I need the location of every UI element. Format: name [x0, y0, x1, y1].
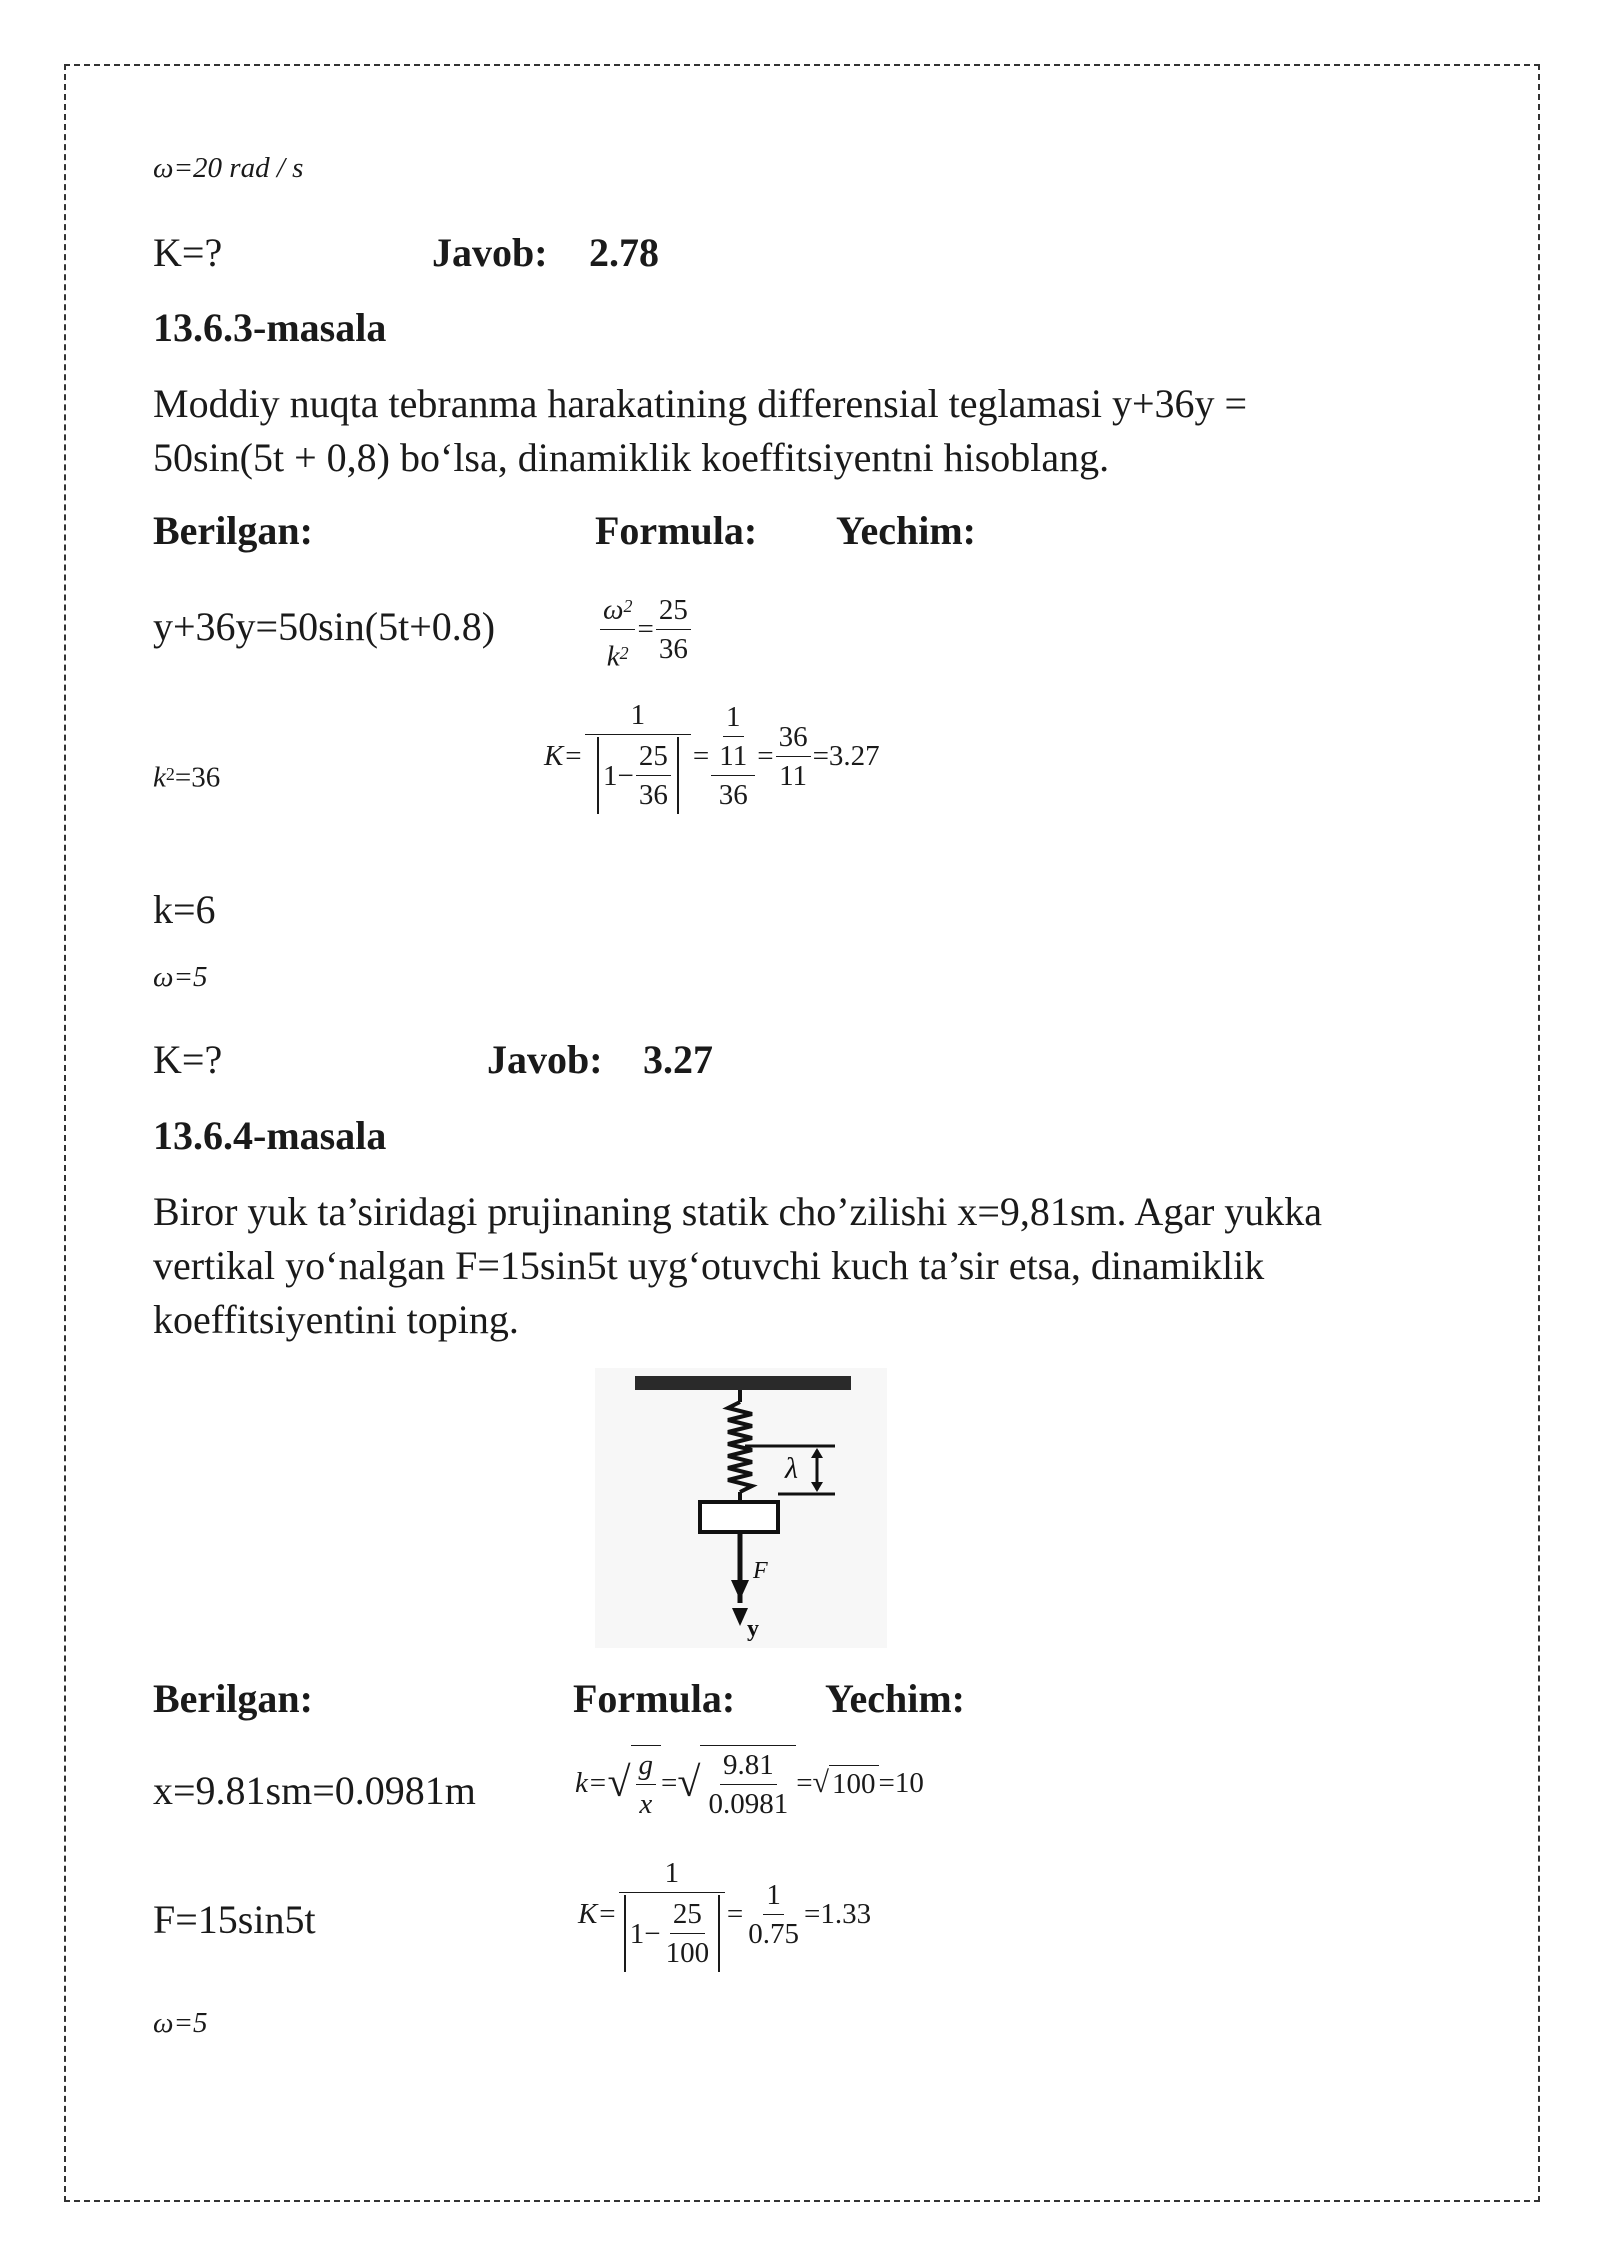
fraction: 1 1− $\frac{25}{100}$ [619, 1856, 725, 1972]
k-squared-value: $k^2=36$ [153, 761, 221, 794]
answer-label: Javob: [487, 1037, 603, 1082]
dynamic-coefficient-formula: K= 1 1− $\frac{25}{100}$ = $\frac{1}{0.75}$ =1.33 [578, 1856, 871, 1972]
k-unknown: K=? [153, 1037, 223, 1082]
given-label: Berilgan: [153, 1676, 313, 1721]
given-label: Berilgan: [153, 508, 313, 553]
solution-label: Yechim: [825, 1676, 965, 1721]
ratio-formula: $\frac{\omega^2}{k^2}$ = $\frac{25}{36}$ [598, 585, 693, 673]
problem-line: 50sin(5t + 0,8) bo‘lsa, dinamiklik koeffitsiyentni hisoblang. [153, 435, 1110, 480]
abs-bars: 1− $\frac{25}{100}$ [624, 1895, 720, 1972]
nested-fraction: $\frac{\frac{1}{11}}{36}$ [711, 700, 755, 812]
lambda-label: λ [785, 1452, 798, 1485]
fraction: $\frac{36}{11}$ [776, 720, 811, 793]
omega-value: ω=5 [153, 2007, 208, 2039]
given-force: F=15sin5t [153, 1897, 316, 1942]
formula-label: Formula: [573, 1676, 736, 1721]
abs-bars: 1− $\frac{25}{36}$ [597, 737, 679, 814]
answer-value: 3.27 [643, 1037, 713, 1082]
given-equation: y+36y=50sin(5t+0.8) [153, 604, 496, 649]
problem-title: 13.6.3-masala [153, 305, 387, 350]
k-unknown: K=? [153, 230, 223, 275]
square-root: √ $\frac{g}{x}$ [607, 1745, 661, 1821]
problem-line: Moddiy nuqta tebranma harakatining differensial teglamasi y+36y = [153, 381, 1248, 426]
problem-line: koeffitsiyentini toping. [153, 1297, 519, 1342]
problem-line: Biror yuk ta’siridagi prujinaning statik cho’zilishi x=9,81sm. Agar yukka [153, 1189, 1323, 1234]
fraction: 1 1− $\frac{25}{36}$ [585, 698, 691, 814]
spring-mass-figure [595, 1368, 887, 1648]
formula-label: Formula: [595, 508, 758, 553]
fraction: $\frac{1}{0.75}$ [748, 1878, 800, 1950]
given-displacement: x=9.81sm=0.0981m [153, 1768, 476, 1813]
square-root: √ $\frac{9.81}{0.0981}$ [677, 1745, 796, 1821]
k-value: k=6 [153, 887, 216, 932]
problem-statement [153, 377, 1453, 485]
problem-title: 13.6.4-masala [153, 1113, 387, 1158]
problem-statement [153, 1185, 1453, 1347]
fraction: $\frac{25}{36}$ [656, 593, 691, 666]
answer-value: 2.78 [589, 230, 659, 275]
omega-value: ω=5 [153, 961, 208, 993]
square-root: √ 100 [813, 1765, 879, 1801]
stiffness-formula: k= √ $\frac{g}{x}$ = √ $\frac{9.81}{0.0981}$ = √ 100 =10 [575, 1745, 924, 1821]
fraction: $\frac{\omega^2}{k^2}$ [600, 585, 635, 673]
problem-line: vertikal yo‘nalgan F=15sin5t uyg‘otuvchi kuch ta’sir etsa, dinamiklik [153, 1243, 1265, 1288]
omega-given: ω=20 rad / s [153, 152, 304, 184]
force-label: F [753, 1558, 768, 1584]
y-axis-label: y [747, 1616, 759, 1642]
answer-label: Javob: [432, 230, 548, 275]
dynamic-coefficient-formula: K= 1 1− $\frac{25}{36}$ = $\frac{\frac{1}{11}}{36}$ = $\frac{36}{11}$ =3.27 [544, 698, 880, 814]
solution-label: Yechim: [836, 508, 976, 553]
